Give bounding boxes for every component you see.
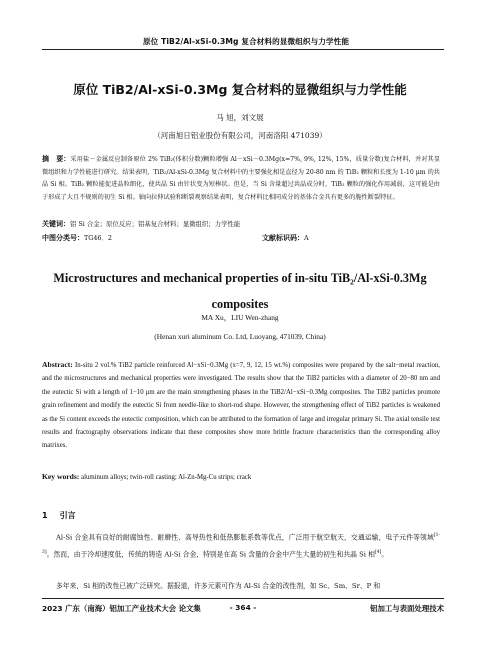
section-number: 1: [42, 511, 48, 520]
chinese-abstract-label: 摘 要：: [42, 155, 71, 163]
footer-right: 铝加工与表面处理技术: [370, 604, 444, 613]
english-abstract: [42, 358, 440, 453]
doc-code-value: A: [304, 234, 309, 242]
english-keywords: [42, 472, 440, 481]
chinese-keywords-label: 关键词：: [42, 220, 70, 228]
footer-left: 2023 广东（南海）铝加工产业技术大会 论文集: [42, 604, 201, 613]
chinese-keywords: [42, 219, 440, 229]
section-title: 引言: [59, 511, 76, 520]
intro-p1-text-c: 。: [381, 550, 389, 559]
running-head: 原位 TiB2/Al-xSi-0.3Mg 复合材料的显微组织与力学性能: [142, 37, 350, 46]
clc-value: TG46．2: [84, 234, 112, 242]
footer-rule: [42, 598, 444, 599]
chinese-keywords-text: 铝 Si 合金；原位反应；铝基复合材料；显微组织；力学性能: [70, 220, 241, 228]
chinese-title: 原位 TiB2/Al-xSi-0.3Mg 复合材料的显微组织与力学性能: [73, 82, 407, 97]
citation-ref: [4]: [374, 550, 382, 556]
page-footer: [42, 603, 444, 614]
classification-row: [42, 233, 440, 243]
english-title: Microstructures and mechanical properties of in-situ TiB₂/Al-xSi-0.3Mg composites: [53, 271, 427, 311]
english-abstract-text: In-situ 2 vol.% TiB2 particle reinforced Al−xSi−0.3Mg (x=7, 9, 12, 15 wt.%) composites were prepared by the salt−metal reaction, and the microstructures and mechanical properties were investigated. The results show that the TiB2 particles with a diameter of 20−80 nm and the eutectic Si with a length of 1−10 μm are the main strengthening phases in the TiB2/Al−xSi−0.3Mg composites. The TiB2 particles promote grain refinement and modify the eutectic Si from needle-like to short-rod shape. However, the strengthening effect of TiB2 particles is weakened as the Si content exceeds the eutectic composition, which can be attributed to the formation of large and irregular primary Si. The axial tensile test results and fractography observations indicate that these composites show more brittle fracture characteristics than the corresponding alloy matrixes.: [42, 362, 441, 450]
section-heading-introduction: [42, 510, 76, 521]
clc-label: 中图分类号：: [42, 234, 84, 242]
english-keywords-text: aluminum alloys; twin-roll casting; Al-Zn-Mg-Cu strips; crack: [81, 474, 252, 481]
english-authors: MA Xu，LIU Wen-zhang: [201, 313, 279, 322]
intro-p1-text-b: 。然而，由于冷却速度低，传统的铸造 Al-Si 合金，特别是在高 Si 含量的合金中产生大量的初生和共晶 Si 相: [46, 550, 375, 559]
chinese-abstract: [42, 153, 440, 204]
chinese-authors: 马 旭，刘文展: [216, 113, 264, 122]
intro-paragraph-1: [42, 528, 440, 563]
chinese-abstract-text: 采用盐－金属反应制备原位 2% TiB₂(体积分数)颗粒增强 Al－xSi－0.3Mg(x=7%, 9%, 12%, 15%，质量分数)复合材料，并对其显微组织和力学性能进行研究。结果表明，TiB₂/Al-xSi-0.3Mg 复合材料中的主要强化相是直径为 20-80 nm 的 TiB₂ 颗粒和长度为 1-10 μm 的共晶 Si 相。TiB₂ 颗粒能促进晶粒细化，使共晶 Si 由针状变为短棒状。但是，当 Si 含量超过共晶成分时，TiB₂ 颗粒的强化作用减弱，这可能是由于形成了大且不规则的初生 Si 相。轴向拉伸试验和断裂观察结果表明，复合材料比相同成分的基体合金具有更多的脆性断裂特征。: [42, 156, 440, 201]
header-rule: [42, 49, 444, 50]
citation-ref: [1-3]: [42, 533, 440, 556]
english-keywords-label: Key words:: [42, 472, 80, 481]
intro-p1-text-a: Al-Si 合金具有良好的耐腐蚀性、耐磨性、高导热性和低热膨胀系数等优点，广泛用于航空航天，交通运输，电子元件等领域: [56, 533, 434, 542]
english-affiliation: (Henan xuri aluminum Co. Ltd, Luoyang, 471039, China): [154, 332, 326, 341]
page-number: - 364 -: [229, 603, 257, 612]
intro-paragraph-2: 多年来，Si 相的改性已被广泛研究。据报道，许多元素可作为 Al-Si 合金的改性剂，如 Sc、Sm、Sr、P 和: [56, 582, 381, 590]
english-abstract-label: Abstract:: [42, 360, 73, 369]
chinese-affiliation: （河南旭日铝业股份有限公司，河南洛阳 471039）: [153, 131, 327, 140]
doc-code-label: 文献标识码：: [262, 234, 304, 242]
